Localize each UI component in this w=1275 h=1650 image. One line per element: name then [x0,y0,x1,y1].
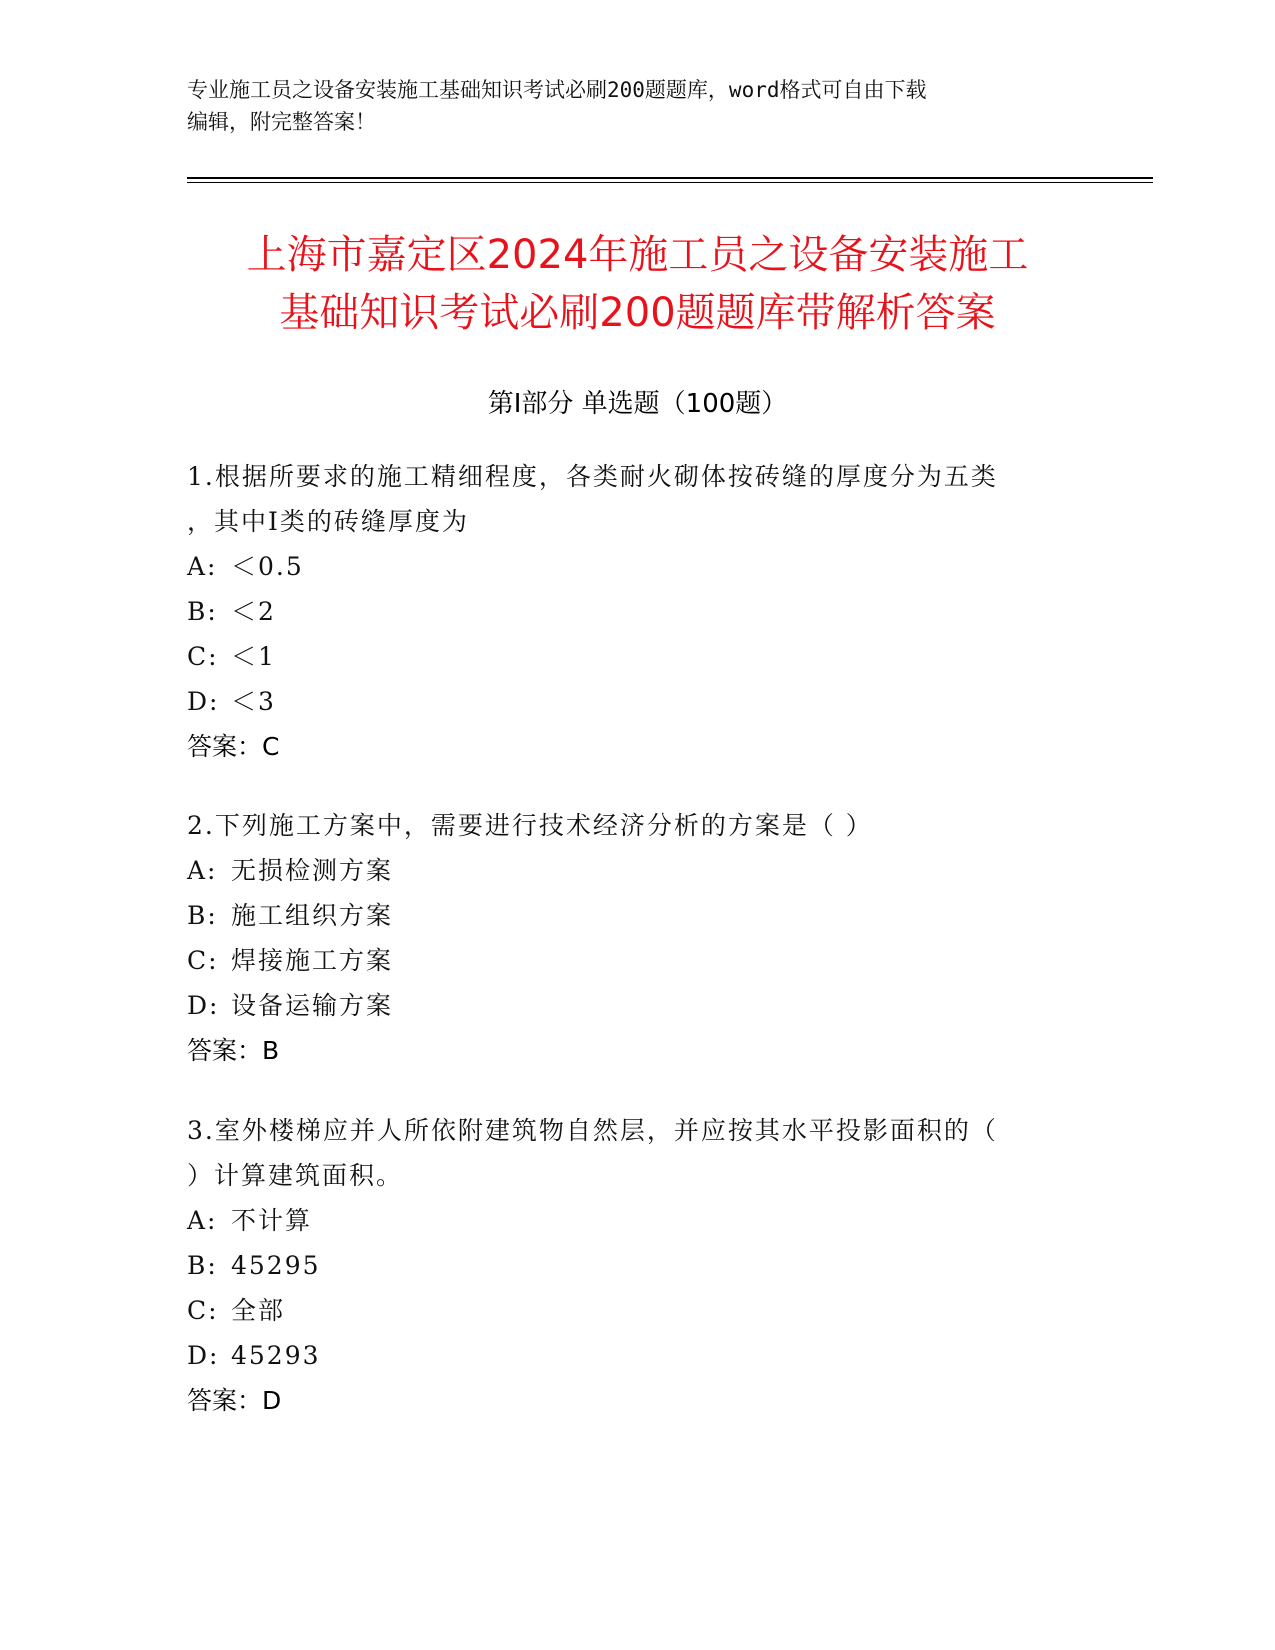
option-b[interactable] [187,1243,1067,1288]
option-letter: A: [187,552,218,581]
question-stem-continued: ，其中Ⅰ类的砖缝厚度为 [187,507,469,536]
header-note-line-1: 专业施工员之设备安装施工基础知识考试必刷200题题库，word格式可自由下载 [187,78,927,102]
question-stem: 1.根据所要求的施工精细程度，各类耐火砌体按砖缝的厚度分为五类 [187,462,998,491]
option-text: 45293 [231,1341,321,1370]
option-letter: C: [187,642,219,671]
option-text: 全部 [231,1296,286,1325]
option-letter: D: [187,1341,220,1370]
option-d[interactable] [187,983,1067,1028]
option-text: 不计算 [231,1206,313,1235]
option-c[interactable] [187,938,1067,983]
answer-line: 答案：C [187,732,280,761]
header-note-line-2: 编辑，附完整答案！ [187,110,376,134]
option-letter: B: [187,597,218,626]
option-text: 施工组织方案 [231,901,394,930]
question-stem: 3.室外楼梯应并人所依附建筑物自然层，并应按其水平投影面积的（ [187,1116,998,1145]
question-1 [187,454,1067,769]
option-letter: C: [187,946,219,975]
answer-line: 答案：D [187,1386,282,1415]
option-b[interactable] [187,893,1067,938]
header-divider-thin [187,182,1153,183]
header-divider-thick [187,177,1153,179]
option-b[interactable] [187,589,1067,634]
answer-line: 答案：B [187,1036,280,1065]
option-letter: D: [187,687,220,716]
option-letter: D: [187,991,220,1020]
option-text: ＜3 [231,687,276,716]
option-a[interactable] [187,1198,1067,1243]
option-letter: C: [187,1296,219,1325]
document-title-line-1: 上海市嘉定区2024年施工员之设备安装施工 [246,232,1029,278]
document-title-line-2: 基础知识考试必刷200题题库带解析答案 [279,290,996,336]
option-letter: A: [187,1206,218,1235]
section-title: 第Ⅰ部分 单选题（100题） [487,389,788,419]
option-text: ＜0.5 [231,552,304,581]
option-text: ＜1 [231,642,276,671]
question-2 [187,803,1067,1073]
option-text: 设备运输方案 [231,991,394,1020]
option-text: 焊接施工方案 [231,946,394,975]
option-c[interactable] [187,634,1067,679]
option-text: 45295 [231,1251,321,1280]
question-stem-continued: ）计算建筑面积。 [187,1161,404,1190]
option-c[interactable] [187,1288,1067,1333]
option-a[interactable] [187,544,1067,589]
option-letter: B: [187,901,218,930]
question-3 [187,1108,1067,1423]
question-stem: 2.下列施工方案中，需要进行技术经济分析的方案是（ ） [187,811,873,840]
document-title [150,226,1125,342]
option-letter: B: [187,1251,218,1280]
option-text: 无损检测方案 [231,856,394,885]
option-text: ＜2 [231,597,276,626]
option-d[interactable] [187,679,1067,724]
header-note [187,74,1077,138]
option-letter: A: [187,856,218,885]
option-a[interactable] [187,848,1067,893]
option-d[interactable] [187,1333,1067,1378]
